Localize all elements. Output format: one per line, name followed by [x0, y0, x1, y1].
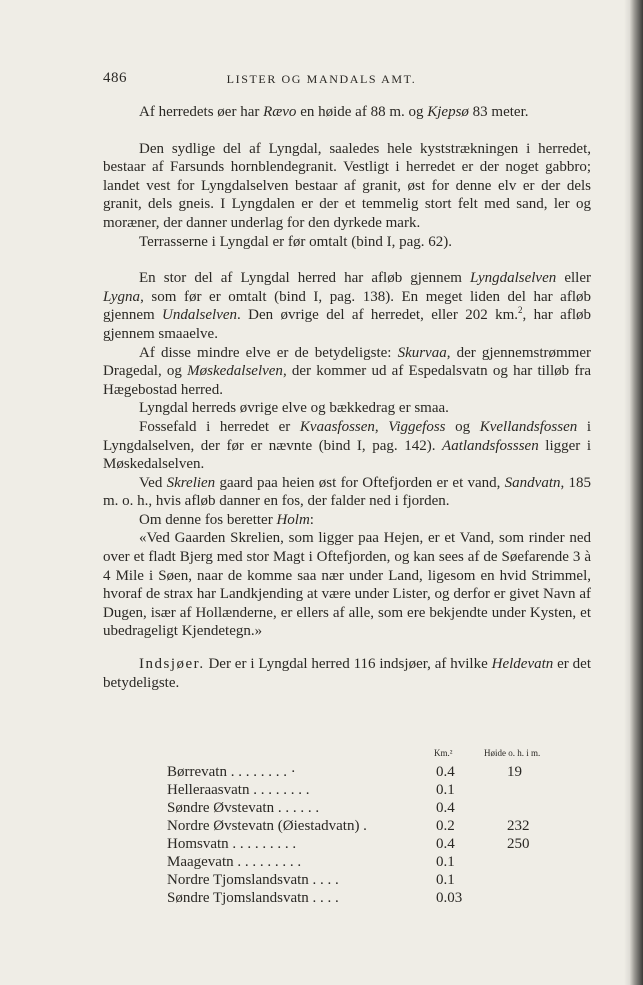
river-skurvaa: Skurvaa: [397, 344, 447, 361]
lake-name: Homsvatn . . . . . . . . .: [167, 836, 297, 852]
lake-name: Søndre Tjomslandsvatn . . . .: [167, 890, 339, 906]
lake-row: [103, 781, 593, 799]
lake-name: Søndre Øvstevatn . . . . . .: [167, 800, 320, 816]
river-lygna: Lygna: [103, 288, 141, 305]
falls-viggefoss: Viggefoss: [388, 418, 446, 435]
page-edge: [630, 0, 643, 985]
lake-row: [103, 799, 593, 817]
lake-row: [103, 889, 593, 907]
lakes-table-header: [103, 748, 593, 763]
column-area: Km.²: [434, 748, 453, 758]
paragraph-geology: Den sydlige del af Lyngdal, saaledes hele kyststrækningen i herredet, bestaar af Farsunds hornblendegranit. Vestligt i herredet er der noget gabbro; landet vest for Lyngdalselven bestaar af granit, øst for denne elv er der dels granit, dels gneis. I Lyngdalen er der et temmelig stort felt med sand, ler og moræner, der danner underlag for den dyrkede mark.: [103, 140, 591, 231]
page-number: 486: [103, 70, 127, 86]
lake-area: 0.4: [436, 836, 455, 852]
lake-row: [103, 763, 593, 781]
lake-row: [103, 817, 593, 835]
lake-name: Nordre Tjomslandsvatn . . . .: [167, 872, 339, 888]
body-text: [103, 103, 591, 692]
lake-name: Maagevatn . . . . . . . . .: [167, 854, 302, 870]
lake-sandvatn: Sandvatn: [504, 474, 561, 491]
paragraph-holm-intro: Om denne fos beretter Holm:: [139, 511, 314, 528]
paragraph-holm-quote: «Ved Gaarden Skrelien, som ligger paa Hejen, er et Vand, som rinder ned over et fladt Bjerg med stor Magt i Oftefjorden, og kan sees af de Søefarende 3 à 4 Mile i Søen, naar de komme saa nær under Land, ligesom en hvid Strimmel, hvoraf de strax har Landkjending at være under Lister, og derfor er givet Navn af Dugen, især af Hollænderne, er ellers af alle, som ere bekjendte under Kysten, et ubedrageligt Kjendetegn.»: [103, 530, 591, 640]
paragraph-small-rivers: Af disse mindre elve er de betydeligste: Skurvaa, der gjennemstrømmer Dragedal, og Møskedalselven, der kommer ud af Espedalsvatn og har tilløb fra Hægebostad herred.: [103, 344, 591, 398]
falls-kvaasfossen: Kvaasfossen: [299, 418, 375, 435]
paragraph-sandvatn: Ved Skrelien gaard paa heien øst for Oftefjorden er et vand, Sandvatn, 185 m. o. h., hvis afløb danner en fos, der falder ned i fjorden.: [103, 474, 592, 510]
running-head: LISTER OG MANDALS AMT.: [226, 72, 417, 86]
author-holm: Holm: [276, 511, 310, 528]
place-rovo: Rævo: [263, 104, 297, 120]
lake-area: 0.1: [436, 854, 455, 870]
lake-name: Børrevatn . . . . . . . . ·: [167, 764, 296, 780]
lake-height: 250: [507, 836, 530, 852]
lake-area: 0.2: [436, 818, 455, 834]
paragraph-streams: Lyngdal herreds øvrige elve og bækkedrag er smaa.: [139, 400, 449, 417]
column-height: Høide o. h. i m.: [484, 748, 541, 758]
paragraph-terraces: Terrasserne i Lyngdal er før omtalt (bind I, pag. 62).: [139, 233, 453, 250]
falls-aatlandsfosssen: Aatlandsfosssen: [442, 437, 539, 454]
lake-height: 232: [507, 818, 530, 834]
lake-area: 0.4: [436, 764, 455, 780]
lake-row: [103, 853, 593, 871]
paragraph-lakes-intro: Indsjøer. Der er i Lyngdal herred 116 indsjøer, af hvilke Heldevatn er det betydeligste.: [103, 656, 591, 691]
lake-area: 0.1: [436, 782, 455, 798]
river-undalselven: Undalselven: [162, 307, 238, 324]
lakes-table-body: [103, 763, 593, 907]
lake-area: 0.4: [436, 800, 455, 816]
lake-name: Helleraasvatn . . . . . . . .: [167, 782, 310, 798]
section-heading-indsjoer: Indsjøer.: [139, 656, 205, 673]
place-kjepso: Kjepsø: [427, 104, 469, 120]
paragraph-drainage: En stor del af Lyngdal herred har afløb gjennem Lyngdalselven eller Lygna, som før er omtalt (bind I, pag. 138). En meget liden del har afløb gjennem Undalselven. Den øvrige del af herredet, eller 202 km.$^2$, har afløb gjennem smaaelve.: [103, 270, 591, 342]
lake-height: 19: [507, 764, 522, 780]
lakes-table: [103, 748, 593, 907]
lake-heldevatn: Heldevatn: [491, 656, 554, 673]
paragraph-islands: Af herredets øer har Rævo en høide af 88 m. og Kjepsø 83 meter.: [139, 104, 529, 120]
river-lyngdalselven: Lyngdalselven: [470, 270, 557, 287]
paragraph-waterfalls: Fossefald i herredet er Kvaasfossen, Viggefoss og Kvellandsfossen i Lyngdalselven, der før er nævnte (bind I, pag. 142). Aatlandsfosssen ligger i Møskedalselven.: [103, 418, 592, 473]
river-moskedalselven: Møskedalselven: [187, 363, 283, 380]
falls-kvellandsfossen: Kvellandsfossen: [479, 418, 578, 435]
lake-area: 0.03: [436, 890, 463, 906]
lake-area: 0.1: [436, 872, 455, 888]
lake-name: Nordre Øvstevatn (Øiestadvatn) .: [167, 818, 367, 834]
farm-skrelien: Skrelien: [166, 474, 216, 491]
lake-row: [103, 871, 593, 889]
lake-row: [103, 835, 593, 853]
